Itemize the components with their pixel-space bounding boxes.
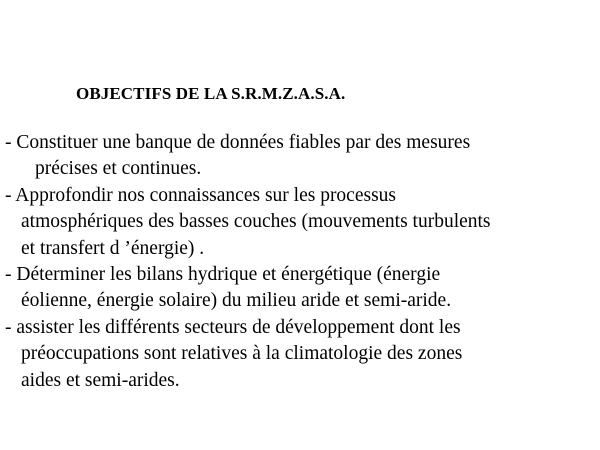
objective-item	[5, 262, 595, 315]
objective-line: - Constituer une banque de données fiables par des mesures	[5, 132, 471, 153]
objective-line: préoccupations sont relatives à la climatologie des zones	[21, 343, 463, 365]
slide-title: OBJECTIFS DE LA S.R.M.Z.A.S.A.	[76, 84, 346, 103]
objective-item	[5, 130, 595, 183]
objective-line: atmosphériques des basses couches (mouvements turbulents	[21, 211, 491, 233]
objective-line: - Approfondir nos connaissances sur les processus	[5, 184, 397, 206]
objective-line: éolienne, énergie solaire) du milieu aride et semi-aride.	[21, 290, 452, 312]
objective-item	[5, 183, 595, 262]
objective-item	[5, 315, 595, 394]
objective-line: précises et continues.	[35, 158, 202, 180]
objective-line: et transfert d ’énergie) .	[21, 237, 205, 259]
objective-line: - Déterminer les bilans hydrique et énergétique (énergie	[5, 264, 441, 286]
objective-line: - assister les différents secteurs de développement dont les	[5, 316, 461, 338]
objective-line: aides et semi-arides.	[21, 369, 180, 391]
objectives-list	[5, 130, 595, 394]
